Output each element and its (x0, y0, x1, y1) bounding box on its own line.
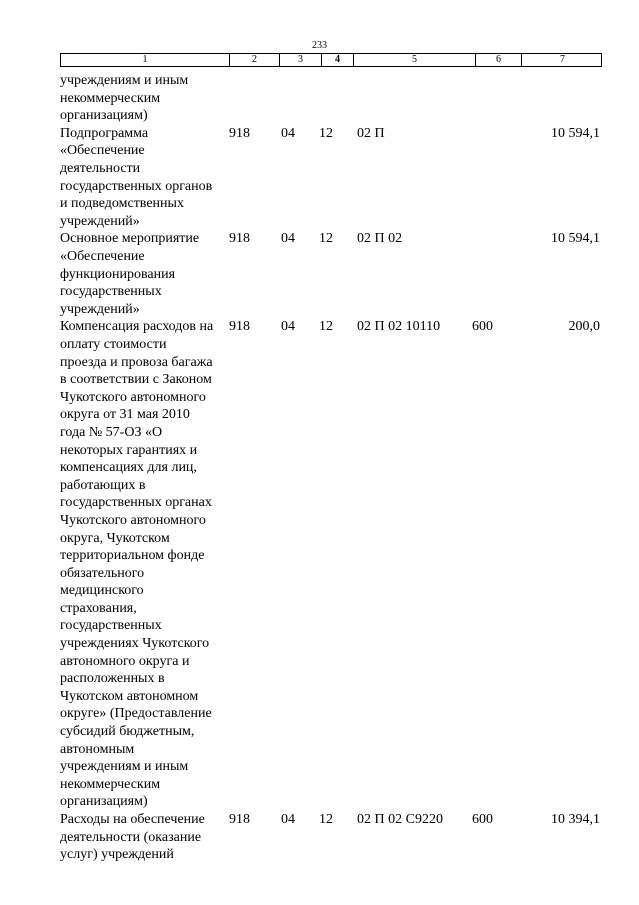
cell-col-4: 12 (319, 125, 333, 141)
cell-col-3: 04 (281, 231, 295, 247)
header-col-2: 2 (229, 54, 279, 66)
description-line: некоммерческим (60, 776, 161, 792)
description-line: года № 57-ОЗ «О (60, 424, 163, 440)
description-line: «Обеспечение (60, 143, 145, 159)
table-row (0, 125, 639, 231)
description-line: Основное мероприятие (60, 231, 200, 247)
description-line: обязательного (60, 565, 145, 581)
cell-col-3: 04 (281, 319, 295, 335)
description-line: Чукотском автономном (60, 688, 199, 704)
description-line: Расходы на обеспечение (60, 812, 205, 828)
page-number: 233 (312, 40, 327, 51)
description-line: учреждений» (60, 301, 140, 317)
row-description (60, 318, 230, 811)
table-header (60, 53, 602, 67)
description-line: территориальном фонде (60, 548, 205, 564)
description-line: проезда и провоза багажа (60, 354, 213, 370)
cell-col-6: 600 (472, 319, 493, 335)
cell-col-5: 02 П 02 10110 (357, 319, 441, 335)
cell-col-4: 12 (319, 319, 333, 335)
description-line: Чукотского автономного (60, 389, 206, 405)
header-col-6: 6 (475, 54, 521, 66)
cell-col-3: 04 (281, 125, 295, 141)
row-description (60, 230, 230, 318)
description-line: Компенсация расходов на (60, 319, 214, 335)
cell-col-2: 918 (229, 319, 250, 335)
table-row (0, 318, 639, 811)
table-row (0, 72, 639, 125)
description-line: округа, Чукотском (60, 530, 170, 546)
cell-col-7: 200,0 (568, 319, 600, 335)
description-line: и подведомственных (60, 196, 184, 212)
description-line: компенсациях для лиц, (60, 460, 197, 476)
description-line: функционирования (60, 266, 176, 282)
cell-col-5: 02 П (357, 125, 385, 141)
header-col-1: 1 (142, 54, 148, 65)
header-col-3: 3 (279, 54, 321, 66)
cell-col-5: 02 П 02 С9220 (357, 812, 443, 828)
description-line: «Обеспечение (60, 248, 145, 264)
cell-col-2: 918 (229, 231, 250, 247)
header-col-4: 4 (321, 54, 353, 66)
row-description (60, 125, 230, 231)
description-line: округа от 31 мая 2010 (60, 407, 190, 423)
description-line: некоммерческим (60, 90, 161, 106)
description-line: деятельности (оказание (60, 829, 202, 845)
description-line: учреждениях Чукотского (60, 636, 210, 652)
cell-col-2: 918 (229, 125, 250, 141)
cell-col-4: 12 (319, 812, 333, 828)
table-row (0, 811, 639, 864)
description-line: государственных органах (60, 495, 212, 511)
table-row (0, 230, 639, 318)
description-line: субсидий бюджетным, (60, 724, 195, 740)
description-line: государственных (60, 618, 162, 634)
description-line: округе» (Предоставление (60, 706, 212, 722)
description-line: учреждениям и иным (60, 759, 189, 775)
description-line: организациям) (60, 794, 148, 810)
description-line: организациям) (60, 108, 148, 124)
description-line: Чукотского автономного (60, 512, 206, 528)
description-line: услуг) учреждений (60, 847, 174, 863)
description-line: оплату стоимости (60, 336, 167, 352)
description-line: государственных органов (60, 178, 213, 194)
cell-col-7: 10 594,1 (551, 125, 600, 141)
description-line: страхования, (60, 600, 137, 616)
row-description (60, 811, 230, 864)
cell-col-7: 10 394,1 (551, 812, 600, 828)
description-line: автономного округа и (60, 653, 190, 669)
row-description (60, 72, 230, 125)
description-line: учреждениям и иным (60, 73, 189, 88)
description-line: Подпрограмма (60, 125, 149, 141)
description-line: работающих в (60, 477, 146, 493)
cell-col-2: 918 (229, 812, 250, 828)
description-line: медицинского (60, 583, 144, 599)
description-line: в соответствии с Законом (60, 372, 212, 388)
cell-col-4: 12 (319, 231, 333, 247)
description-line: государственных (60, 284, 162, 300)
description-line: деятельности (60, 160, 141, 176)
header-col-5: 5 (353, 54, 475, 66)
cell-col-6: 600 (472, 812, 493, 828)
description-line: учреждений» (60, 213, 140, 229)
description-line: автономным (60, 741, 135, 757)
cell-col-5: 02 П 02 (357, 231, 403, 247)
cell-col-7: 10 594,1 (551, 231, 600, 247)
cell-col-3: 04 (281, 812, 295, 828)
header-col-7: 7 (521, 54, 603, 66)
description-line: расположенных в (60, 671, 165, 687)
description-line: некоторых гарантиях и (60, 442, 198, 458)
